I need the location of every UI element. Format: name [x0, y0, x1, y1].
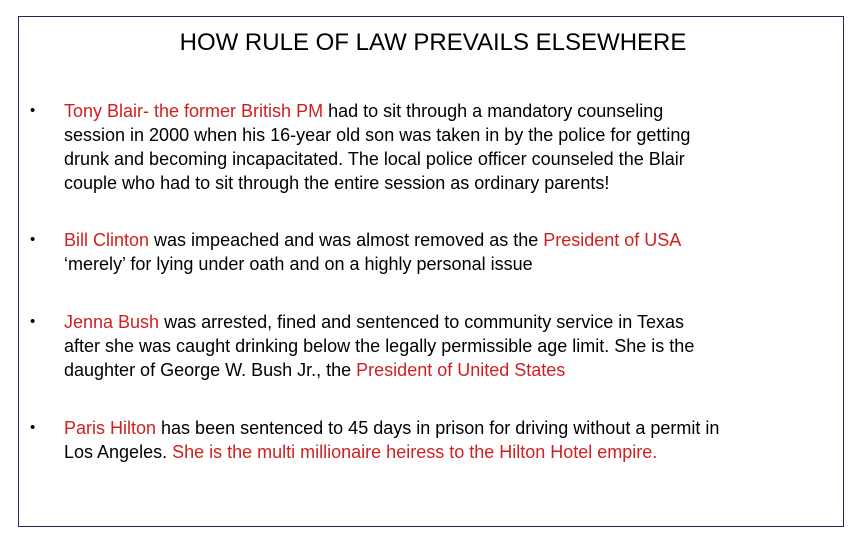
body-text: after she was caught drinking below the legally permissible age limit. She is the: [64, 336, 695, 356]
bullet-line: [64, 99, 804, 123]
bullet-marker: •: [30, 313, 36, 330]
bullet-marker: •: [30, 102, 36, 119]
bullet-text: [64, 99, 804, 195]
bullet-text: [64, 310, 804, 382]
highlighted-text: Tony Blair- the former British PM: [64, 101, 324, 121]
body-text: Los Angeles.: [64, 442, 173, 462]
body-text: was arrested, fined and sentenced to community service in Texas: [159, 312, 685, 332]
highlighted-text: President of United States: [356, 360, 566, 380]
bullet-marker: •: [30, 419, 36, 436]
highlighted-text: Paris Hilton: [64, 418, 157, 438]
body-text: had to sit through a mandatory counseling: [323, 101, 664, 121]
bullet-text: [64, 228, 804, 276]
bullet-line: [64, 358, 804, 382]
body-text: has been sentenced to 45 days in prison for driving without a permit in: [156, 418, 720, 438]
body-text: daughter of George W. Bush Jr., the: [64, 360, 357, 380]
highlighted-text: Jenna Bush: [64, 312, 160, 332]
bullet-line: [64, 334, 804, 358]
bullet-line: [64, 310, 804, 334]
body-text: drunk and becoming incapacitated. The local police officer counseled the Blair: [64, 149, 685, 169]
bullet-line: [64, 228, 804, 252]
slide-title: HOW RULE OF LAW PREVAILS ELSEWHERE: [179, 29, 687, 56]
body-text: couple who had to sit through the entire session as ordinary parents!: [64, 173, 610, 193]
bullet-line: [64, 123, 804, 147]
bullet-line: [64, 171, 804, 195]
bullet-text: [64, 416, 804, 464]
bullet-marker: •: [30, 231, 36, 248]
body-text: session in 2000 when his 16-year old son was taken in by the police for getting: [64, 125, 691, 145]
bullet-line: [64, 440, 804, 464]
bullet-line: [64, 252, 804, 276]
body-text: was impeached and was almost removed as the: [149, 230, 544, 250]
bullet-line: [64, 416, 804, 440]
highlighted-text: She is the multi millionaire heiress to the Hilton Hotel empire.: [172, 442, 658, 462]
highlighted-text: Bill Clinton: [64, 230, 150, 250]
bullet-line: [64, 147, 804, 171]
highlighted-text: President of USA: [543, 230, 682, 250]
body-text: ‘merely’ for lying under oath and on a highly personal issue: [64, 254, 533, 274]
